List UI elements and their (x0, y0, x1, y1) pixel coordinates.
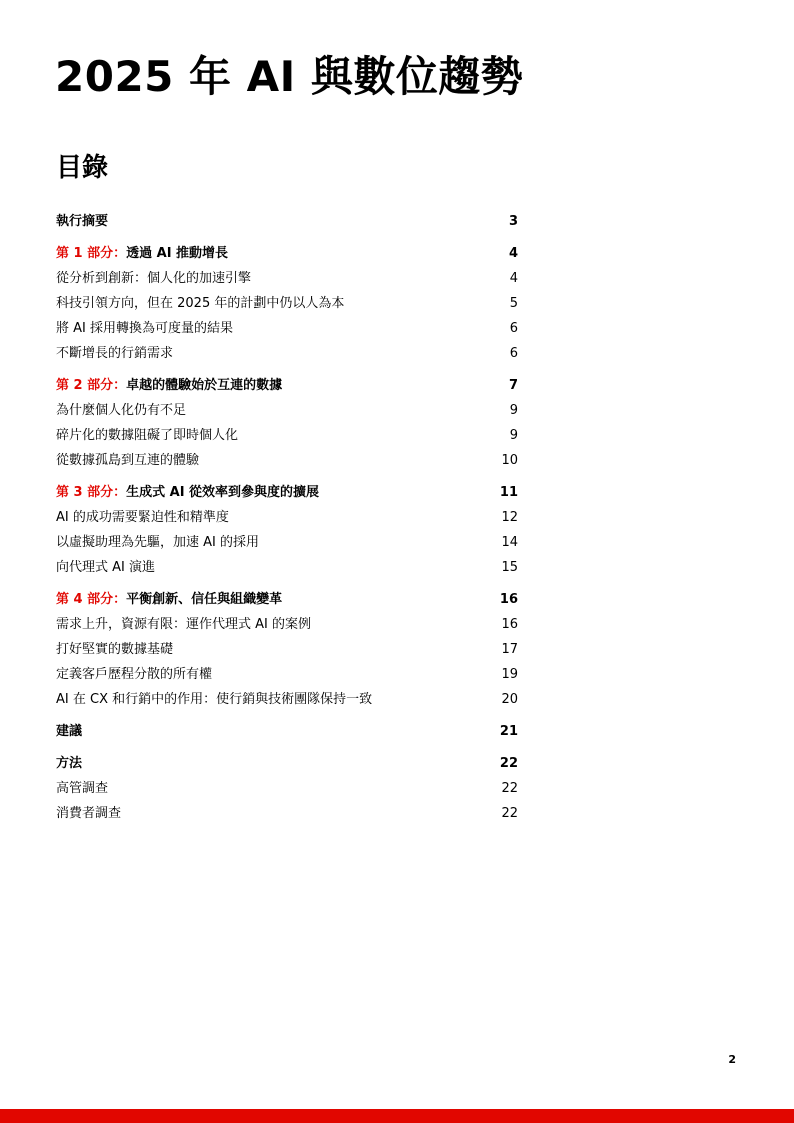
toc-entry-label: 需求上升，資源有限：運作代理式 AI 的案例 (56, 617, 311, 632)
part-label: 第 1 部分： (56, 246, 127, 261)
toc-entry-label: 碎片化的數據阻礙了即時個人化 (56, 428, 239, 443)
toc-entry-page: 16 (499, 592, 518, 607)
toc-entry[interactable] (56, 662, 518, 687)
toc-entry-label: 不斷增長的行銷需求 (56, 346, 174, 361)
toc-entry-label: AI 的成功需要緊迫性和精準度 (56, 510, 229, 525)
toc-entry-page: 12 (501, 510, 518, 525)
toc-entry[interactable] (56, 555, 518, 580)
document-title: 2025 年 AI 與數位趨勢 (55, 52, 524, 101)
toc-section-label (56, 480, 319, 505)
toc-entry-page: 9 (509, 428, 518, 443)
toc-entry-page: 10 (501, 453, 518, 468)
toc-entry[interactable] (56, 776, 518, 801)
toc-entry[interactable] (56, 316, 518, 341)
part-label: 第 3 部分： (56, 485, 127, 500)
toc-entry-label: 定義客戶歷程分散的所有權 (56, 667, 213, 682)
part-label: 第 2 部分： (56, 378, 127, 393)
toc-entry-label: 消費者調查 (56, 806, 122, 821)
toc-entry-page: 11 (499, 485, 518, 500)
toc-entry-executive-summary[interactable] (56, 209, 518, 234)
toc-entry-page: 4 (509, 271, 518, 286)
toc-section-part-3[interactable] (56, 480, 518, 505)
toc-entry[interactable] (56, 530, 518, 555)
toc-section-label (56, 587, 282, 612)
toc-entry-page: 17 (501, 642, 518, 657)
toc-entry-page: 7 (508, 378, 518, 393)
toc-entry-label: 高管調查 (56, 781, 109, 796)
toc-entry[interactable] (56, 266, 518, 291)
toc-entry[interactable] (56, 341, 518, 366)
toc-entry[interactable] (56, 637, 518, 662)
toc-entry-page: 5 (509, 296, 518, 311)
toc-entry-page: 16 (501, 617, 518, 632)
page-number: 2 (728, 1053, 736, 1066)
toc-section-label (56, 373, 282, 398)
toc-entry-page: 3 (508, 214, 518, 229)
toc-entry-page: 6 (509, 321, 518, 336)
toc-entry-page: 22 (501, 806, 518, 821)
toc-entry-page: 22 (501, 781, 518, 796)
footer-accent-bar (0, 1109, 794, 1123)
toc-entry-page: 4 (508, 246, 518, 261)
toc-entry-page: 22 (499, 756, 518, 771)
toc-entry-page: 21 (499, 724, 518, 739)
part-label: 第 4 部分： (56, 592, 127, 607)
section-title: 生成式 AI 從效率到參與度的擴展 (126, 485, 320, 500)
toc-section-label (56, 241, 228, 266)
toc-entry-label: 為什麼個人化仍有不足 (56, 403, 187, 418)
section-title: 透過 AI 推動增長 (126, 246, 229, 261)
toc-entry[interactable] (56, 801, 518, 826)
toc-entry-label: 方法 (56, 756, 83, 771)
toc-section-part-4[interactable] (56, 587, 518, 612)
toc-entry-page: 9 (509, 403, 518, 418)
toc-entry[interactable] (56, 423, 518, 448)
toc-entry-recommendations[interactable] (56, 719, 518, 744)
toc-entry[interactable] (56, 291, 518, 316)
toc-entry-label: 從分析到創新：個人化的加速引擎 (56, 271, 252, 286)
toc-entry[interactable] (56, 687, 518, 712)
toc-entry-page: 15 (501, 560, 518, 575)
toc-entry[interactable] (56, 448, 518, 473)
toc-entry-page: 14 (501, 535, 518, 550)
toc-entry-page: 6 (509, 346, 518, 361)
toc-section-part-2[interactable] (56, 373, 518, 398)
section-title: 卓越的體驗始於互連的數據 (126, 378, 283, 393)
toc-entry-page: 20 (501, 692, 518, 707)
toc-heading: 目錄 (56, 153, 109, 183)
toc-entry-label: 向代理式 AI 演進 (56, 560, 155, 575)
toc-entry-page: 19 (501, 667, 518, 682)
toc-entry-label: 將 AI 採用轉換為可度量的結果 (56, 321, 233, 336)
toc-entry-label: 執行摘要 (56, 214, 109, 229)
toc-entry-methodology[interactable] (56, 751, 518, 776)
toc-entry[interactable] (56, 612, 518, 637)
toc-entry[interactable] (56, 398, 518, 423)
toc-entry-label: 科技引領方向，但在 2025 年的計劃中仍以人為本 (56, 296, 345, 311)
toc-entry-label: 建議 (56, 724, 83, 739)
toc-section-part-1[interactable] (56, 241, 518, 266)
toc-entry[interactable] (56, 505, 518, 530)
section-title: 平衡創新、信任與組織變革 (126, 592, 283, 607)
toc-entry-label: AI 在 CX 和行銷中的作用：使行銷與技術團隊保持一致 (56, 692, 373, 707)
table-of-contents (56, 209, 518, 826)
toc-entry-label: 打好堅實的數據基礎 (56, 642, 174, 657)
toc-entry-label: 以虛擬助理為先驅，加速 AI 的採用 (56, 535, 259, 550)
toc-entry-label: 從數據孤島到互連的體驗 (56, 453, 200, 468)
